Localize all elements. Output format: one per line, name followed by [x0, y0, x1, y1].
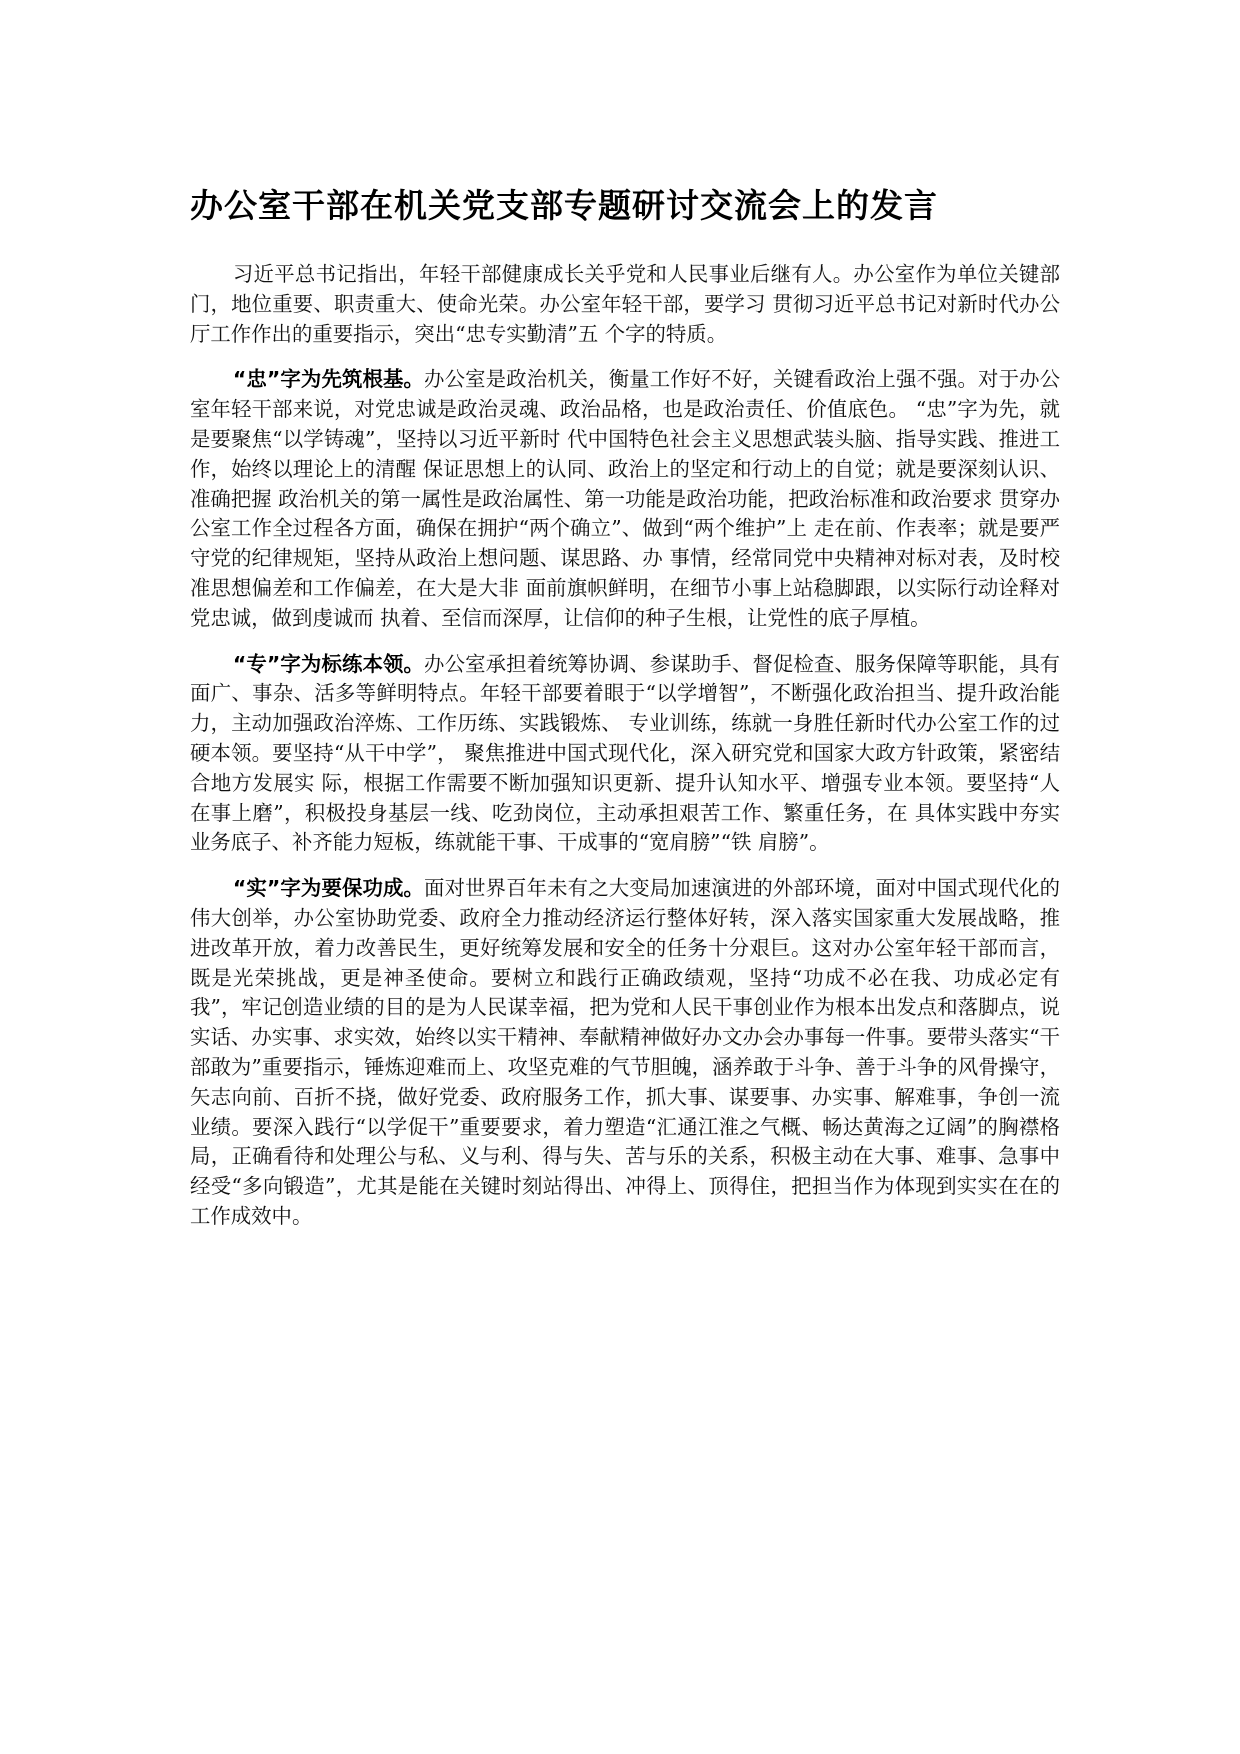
document-title: 办公室干部在机关党支部专题研讨交流会上的发言	[190, 186, 938, 225]
document-body	[190, 184, 1060, 1248]
section-expertise	[190, 650, 1060, 859]
section-heading-loyalty: “忠”字为先筑根基。	[232, 367, 425, 392]
section-heading-expertise: “专”字为标练本领。	[232, 651, 425, 676]
section-body-loyalty: 办公室是政治机关，衡量工作好不好，关键看政治上强不强。对于办公室年轻干部来说，对党忠诚是政治灵魂、政治品格，也是政治责任、价值底色。 “忠”字为先，就是要聚焦“以学铸魂”，坚持以习近平新时 代中国特色社会主义思想武装头脑、指导实践、推进工作，始终以理论上的清醒 保证思想上的认同、政治上的坚定和行动上的自觉；就是要深刻认识、准确把握 政治机关的第一属性是政治属性、第一功能是政治功能，把政治标准和政治要求 贯穿办公室工作全过程各方面，确保在拥护“两个确立”、做到“两个维护”上 走在前、作表率；就是要严守党的纪律规矩，坚持从政治上想问题、谋思路、办 事情，经常同党中央精神对标对表，及时校准思想偏差和工作偏差，在大是大非 面前旗帜鲜明，在细节小事上站稳脚跟，以实际行动诠释对党忠诚，做到虔诚而 执着、至信而深厚，让信仰的种子生根，让党性的底子厚植。	[190, 367, 1060, 630]
section-body-expertise: 办公室承担着统筹协调、参谋助手、督促检查、服务保障等职能，具有面广、事杂、活多等鲜明特点。年轻干部要着眼于“以学增智”，不断强化政治担当、提升政治能力，主动加强政治淬炼、工作历练、实践锻炼、 专业训练，练就一身胜任新时代办公室工作的过硬本领。要坚持“从干中学”， 聚焦推进中国式现代化，深入研究党和国家大政方针政策，紧密结合地方发展实 际，根据工作需要不断加强知识更新、提升认知水平、增强专业本领。要坚持“人 在事上磨”，积极投身基层一线、吃劲岗位，主动承担艰苦工作、繁重任务，在 具体实践中夯实业务底子、补齐能力短板，练就能干事、干成事的“宽肩膀”“铁 肩膀”。	[190, 651, 1060, 855]
section-heading-practicality: “实”字为要保功成。	[232, 876, 425, 901]
section-loyalty	[190, 365, 1060, 633]
section-body-practicality: 面对世界百年未有之大变局加速演进的外部环境，面对中国式现代化的伟大创举，办公室协助党委、政府全力推动经济运行整体好转，深入落实国家重大发展战略，推进改革开放，着力改善民生，更好统筹发展和安全的任务十分艰巨。这对办公室年轻干部而言，既是光荣挑战，更是神圣使命。要树立和践行正确政绩观，坚持“功成不必在我、功成必定有我”，牢记创造业绩的目的是为人民谋幸福，把为党和人民干事创业作为根本出发点和落脚点，说实话、办实事、求实效，始终以实干精神、奉献精神做好办文办会办事每一件事。要带头落实“干部敢为”重要指示，锤炼迎难而上、攻坚克难的气节胆魄，涵养敢于斗争、善于斗争的风骨操守，矢志向前、百折不挠，做好党委、政府服务工作，抓大事、谋要事、办实事、解难事，争创一流业绩。要深入践行“以学促干”重要要求，着力塑造“汇通江淮之气概、畅达黄海之辽阔”的胸襟格局，正确看待和处理公与私、义与利、得与失、苦与乐的关系，积极主动在大事、难事、急事中经受“多向锻造”，尤其是能在关键时刻站得出、冲得上、顶得住，把担当作为体现到实实在在的工作成效中。	[190, 876, 1060, 1228]
intro-paragraph: 习近平总书记指出，年轻干部健康成长关乎党和人民事业后继有人。办公室作为单位关键部门，地位重要、职责重大、使命光荣。办公室年轻干部，要学习 贯彻习近平总书记对新时代办公厅工作作出的重要指示，突出“忠专实勤清”五 个字的特质。	[190, 262, 1060, 346]
section-practicality	[190, 874, 1060, 1232]
